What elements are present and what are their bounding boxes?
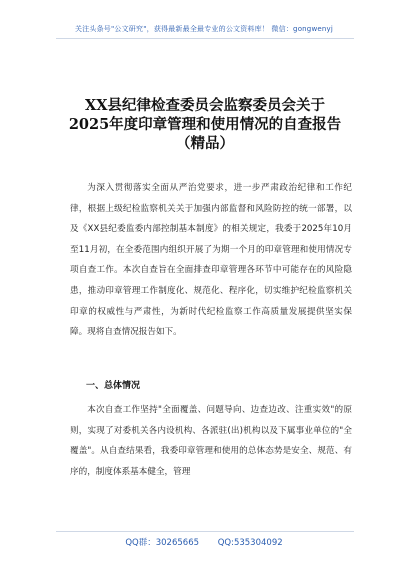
footer-qq-group: QQ群：30265665 bbox=[125, 538, 200, 548]
section-1-heading: 一、总体情况 bbox=[86, 381, 141, 391]
document-title-line-1: XX县纪律检查委员会监察委员会关于 bbox=[85, 97, 325, 114]
intro-paragraph: 为深入贯彻落实全面从严治党要求，进一步严肃政治纪律和工作纪律，根据上级纪检监察机关关于加强内部监督和风险防控的统一部署，以及《XX县纪委监委内部控制基本制度》的相关规定，我委于2025年10月至11月初，在全委范围内组织开展了为期一个月的印章管理和使用情况专项自查工作。本次自查旨在全面排查印章管理各环节中可能存在的风险隐患，推动印章管理工作制度化、规范化、程序化，切实维护纪检监察机关印章的权威性与严肃性，为新时代纪检监察工作高质量发展提供坚实保障。现将自查情况报告如下。 bbox=[70, 183, 352, 338]
footer-qq: QQ:535304092 bbox=[217, 538, 283, 548]
footer-rule bbox=[56, 531, 354, 532]
footer bbox=[0, 536, 408, 548]
header-rule bbox=[56, 38, 354, 39]
document-title-line-3: （精品） bbox=[176, 135, 234, 152]
header-banner: 关注头条号"公文研究"，获得最新最全最专业的公文资料库！ 微信：gongwenyj bbox=[74, 25, 334, 33]
document-title-line-2: 2025年度印章管理和使用情况的自查报告 bbox=[68, 116, 342, 133]
section-1-paragraph: 本次自查工作坚持"全面覆盖、问题导向、边查边改、注重实效"的原则，实现了对委机关各内设机构、各派驻(出)机构以及下属事业单位的"全覆盖"。从自查结果看，我委印章管理和使用的总体态势是安全、规范、有序的，制度体系基本健全，管理 bbox=[70, 405, 352, 477]
